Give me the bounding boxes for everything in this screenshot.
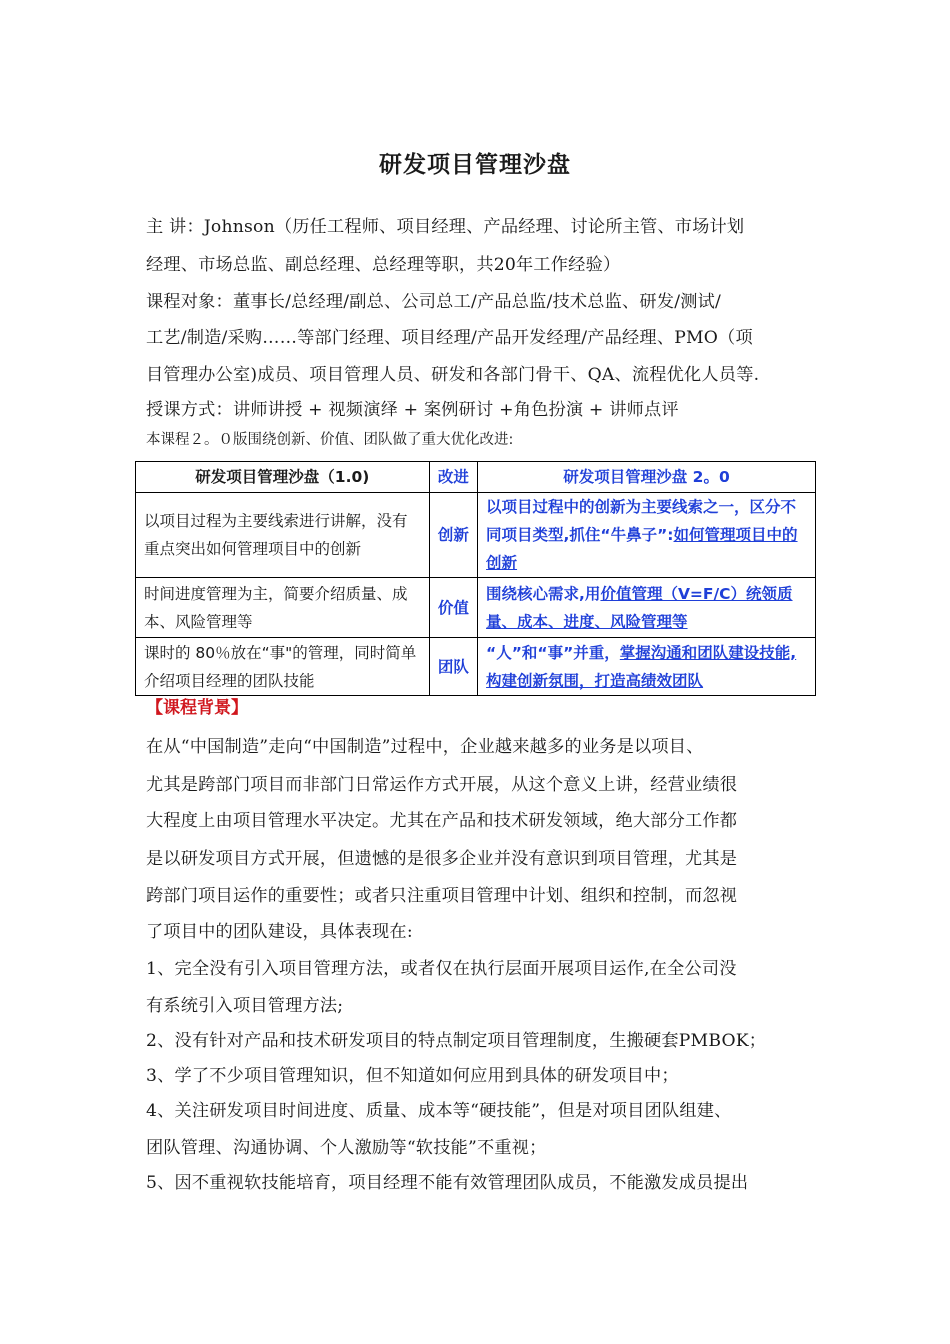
table-row [136,493,816,578]
version-note: 本课程２。０版围绕创新、价值、团队做了重大优化改进: [146,432,514,448]
new-description [478,638,816,696]
body-line: 在从“中国制造”走向“中国制造”过程中，企业越来越多的业务是以项目、 [146,737,704,757]
body-line: 5、因不重视软技能培育，项目经理不能有效管理团队成员，不能激发成员提出 [146,1173,749,1193]
intro-line: 工艺/制造/采购……等部门经理、项目经理/产品开发经理/产品经理、PMO（项 [146,328,753,348]
new-description-text: “人”和“事”并重， [486,643,620,662]
old-description: 以项目过程为主要线索进行讲解，没有重点突出如何管理项目中的创新 [136,493,430,578]
intro-line: 主 讲：Johnson（历任工程师、项目经理、产品经理、讨论所主管、市场计划 [146,217,745,237]
body-line: 团队管理、沟通协调、个人激励等“软技能”不重视； [146,1138,547,1158]
table-row [136,578,816,638]
body-line: 1、完全没有引入项目管理方法，或者仅在执行层面开展项目运作,在全公司没 [146,959,737,979]
improvement-tag: 团队 [429,638,477,696]
body-line: 3、学了不少项目管理知识，但不知道如何应用到具体的研发项目中； [146,1066,679,1086]
old-description: 时间进度管理为主，简要介绍质量、成本、风险管理等 [136,578,430,638]
new-description-highlight: 掌握沟通和团队建设技能,构建创新氛围，打造高绩效团队 [486,643,797,690]
table-header-row [136,462,816,493]
column-header-old: 研发项目管理沙盘（1.0) [136,462,430,493]
section-heading: 【课程背景】 [146,698,248,718]
table-row [136,638,816,696]
body-line: 有系统引入项目管理方法; [146,996,344,1016]
improvement-tag: 创新 [429,493,477,578]
comparison-table [135,461,816,696]
intro-line: 目管理办公室)成员、项目管理人员、研发和各部门骨干、QA、流程优化人员等. [146,365,760,385]
body-line: 是以研发项目方式开展，但遗憾的是很多企业并没有意识到项目管理，尤其是 [146,849,738,869]
body-line: 了项目中的团队建设，具体表现在: [146,922,413,942]
body-line: 2、没有针对产品和技术研发项目的特点制定项目管理制度，生搬硬套PMBOK； [146,1031,767,1051]
old-description: 课时的 80％放在“事"的管理，同时简单介绍项目经理的团队技能 [136,638,430,696]
new-description [478,493,816,578]
new-description [478,578,816,638]
body-line: 尤其是跨部门项目而非部门日常运作方式开展，从这个意义上讲，经营业绩很 [146,775,738,795]
intro-line: 经理、市场总监、副总经理、总经理等职，共20年工作经验） [146,255,621,275]
improvement-tag: 价值 [429,578,477,638]
new-description-highlight: 如何管理项目中的创新 [486,526,798,572]
body-line: 大程度上由项目管理水平决定。尤其在产品和技术研发领域，绝大部分工作都 [146,811,738,831]
column-header-improvement: 改进 [429,462,477,493]
new-description-highlight: 价值管理（V=F/C）统领质量、成本、进度、风险管理等 [486,584,793,631]
intro-line: 授课方式：讲师讲授 + 视频演绎 + 案例研讨 +角色扮演 + 讲师点评 [146,400,679,420]
column-header-new: 研发项目管理沙盘 2。0 [478,462,816,493]
body-line: 跨部门项目运作的重要性；或者只注重项目管理中计划、组织和控制，而忽视 [146,886,738,906]
new-description-text: 以项目过程中的创新为主要线索之一，区分不同项目类型,抓住“牛鼻子”: [486,498,797,544]
intro-line: 课程对象：董事长/总经理/副总、公司总工/产品总监/技术总监、研发/测试/ [146,292,721,312]
new-description-text: 围绕核心需求,用 [486,584,601,603]
body-line: 4、关注研发项目时间进度、质量、成本等“硬技能”，但是对项目团队组建、 [146,1101,732,1121]
document-title: 研发项目管理沙盘 [379,152,571,178]
